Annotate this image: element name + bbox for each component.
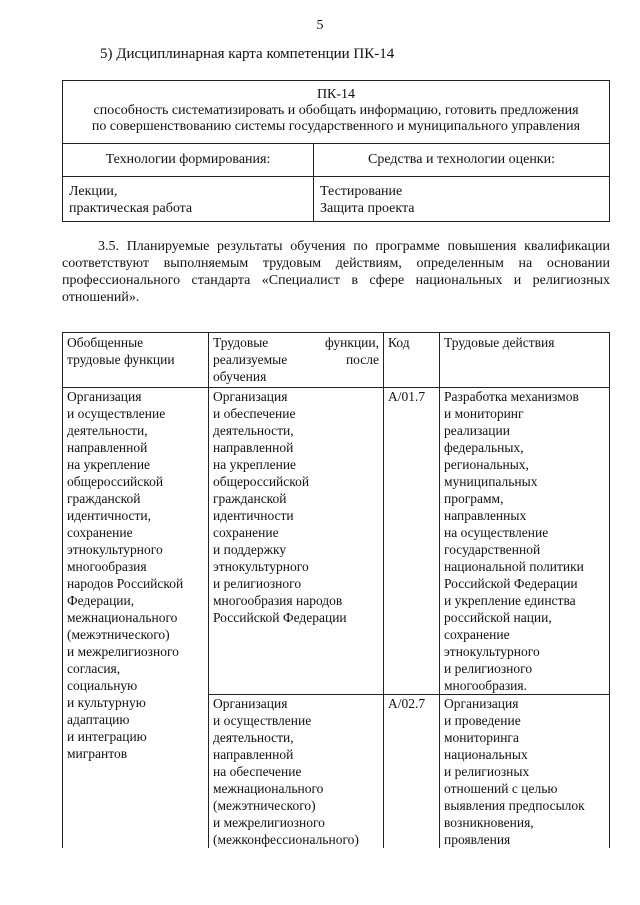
labor-function-cell [209, 388, 384, 695]
header-code: Код [384, 333, 440, 388]
cell-text-line: гражданской [67, 491, 141, 506]
cell-text-line: реализации [444, 423, 510, 438]
page-number: 5 [316, 18, 324, 33]
section-heading: 5) Дисциплинарная карта компетенции ПК-14 [100, 46, 395, 62]
cell-text-line: деятельности, [213, 423, 294, 438]
cell-text-line: Разработка механизмов [444, 389, 579, 404]
paragraph-3-5: 3.5. Планируемые результаты обучения по программе повышения квалификации соответствуют выполняемым трудовым действиям, определенным на основании профессионального стандарта «Специалист в сфере национальных и религиозных отношений». [62, 239, 610, 305]
assessment-tool-item: Защита проекта [320, 201, 415, 216]
cell-text-line: Российской Федерации [444, 576, 578, 591]
cell-text-line: Организация [213, 696, 288, 711]
cell-text-line: (межконфессионального) [213, 832, 359, 847]
cell-text-line: идентичности [213, 508, 294, 523]
cell-text-line: согласия, [67, 661, 121, 676]
cell-text-line: и проведение [444, 713, 521, 728]
cell-text-line: Организация [444, 696, 519, 711]
cell-text-line: гражданской [213, 491, 287, 506]
cell-text-line: национальной политики [444, 559, 584, 574]
cell-text-line: этнокультурного [444, 644, 540, 659]
cell-text-line: федеральных, [444, 440, 524, 455]
cell-text-line: этнокультурного [213, 559, 309, 574]
cell-text-line: и поддержку [213, 542, 287, 557]
cell-text-line: и межрелигиозного [213, 815, 325, 830]
cell-text-line: и религиозного [444, 661, 533, 676]
cell-text-line: на осуществление [444, 525, 549, 540]
cell-text-line: возникновения, [444, 815, 534, 830]
cell-text-line: и культурную [67, 695, 146, 710]
cell-text-line: адаптацию [67, 712, 130, 727]
competence-description-line: способность систематизировать и обобщать информацию, готовить предложения [93, 103, 579, 118]
cell-text-line: мигрантов [67, 746, 128, 761]
labor-actions-cell [440, 388, 610, 695]
cell-text-line: на укрепление [67, 457, 151, 472]
cell-text-line: Обобщенные [67, 335, 144, 350]
cell-text-line: многообразия народов [213, 593, 343, 608]
competence-header-cell [63, 81, 610, 144]
cell-text-line: государственной [444, 542, 541, 557]
competence-description-line: по совершенствованию системы государственного и муниципального управления [91, 119, 581, 134]
cell-text-line: межнационального [213, 781, 324, 796]
cell-text-line: на обеспечение [213, 764, 302, 779]
cell-text-line: российской нации, [444, 610, 552, 625]
cell-text-line: общероссийской [213, 474, 310, 489]
labor-actions-cell [440, 695, 610, 849]
cell-text-line: и укрепление единства [444, 593, 576, 608]
cell-text-line: муниципальных [444, 474, 538, 489]
header-generalized-functions [63, 333, 209, 388]
cell-text-line: и осуществление [213, 713, 312, 728]
cell-text-line: национальных [444, 747, 528, 762]
cell-text-line: и религиозных [444, 764, 530, 779]
cell-text-line: проявления [444, 832, 511, 847]
cell-text-line: трудовые функции [67, 352, 175, 367]
formation-technologies-cell [63, 177, 314, 222]
cell-text-line: Российской Федерации [213, 610, 347, 625]
cell-text-line: народов Российской [67, 576, 184, 591]
formation-technology-item: практическая работа [69, 201, 193, 216]
cell-text-line: программ, [444, 491, 504, 506]
cell-text-line: многообразия. [444, 678, 527, 693]
cell-text-line: (межэтнического) [67, 627, 170, 642]
cell-text-line: и мониторинг [444, 406, 524, 421]
cell-text-line: многообразия [67, 559, 147, 574]
assessment-tools-header: Средства и технологии оценки: [314, 144, 610, 177]
formation-technology-item: Лекции, [69, 184, 118, 199]
cell-text-line: сохранение [213, 525, 279, 540]
cell-text-line: Федерации, [67, 593, 135, 608]
cell-text-line: и интеграцию [67, 729, 147, 744]
labor-function-cell [209, 695, 384, 849]
cell-text-line: Организация [67, 389, 142, 404]
cell-text-line: выявления предпосылок [444, 798, 585, 813]
cell-text-line: и межрелигиозного [67, 644, 179, 659]
cell-text-line: деятельности, [213, 730, 294, 745]
paragraph-block [62, 238, 610, 306]
cell-text-line: направленной [67, 440, 148, 455]
cell-text-line: направленных [444, 508, 527, 523]
assessment-tools-cell [314, 177, 610, 222]
cell-text-line: деятельности, [67, 423, 148, 438]
formation-technologies-header: Технологии формирования: [63, 144, 314, 177]
cell-text-line: межнационального [67, 610, 178, 625]
cell-text-line: идентичности, [67, 508, 152, 523]
cell-text-line: сохранение [67, 525, 133, 540]
generalized-function-cell [63, 388, 209, 849]
competence-code: ПК-14 [316, 87, 356, 102]
cell-text-line: региональных, [444, 457, 529, 472]
cell-text-line: Организация [213, 389, 288, 404]
header-labor-functions: Трудовые функции, реализуемые после обучения [209, 333, 384, 388]
code-cell: A/01.7 [384, 388, 440, 695]
competence-table [62, 80, 610, 222]
cell-text-line: этнокультурного [67, 542, 163, 557]
cell-text-line: общероссийской [67, 474, 164, 489]
header-labor-actions: Трудовые действия [440, 333, 610, 388]
learning-outcomes-table [62, 332, 610, 848]
cell-text-line: и осуществление [67, 406, 166, 421]
cell-text-line: (межэтнического) [213, 798, 316, 813]
cell-text-line: социальную [67, 678, 138, 693]
cell-text-line: направленной [213, 747, 294, 762]
cell-text-line: обучения [213, 369, 267, 384]
cell-text-line: направленной [213, 440, 294, 455]
code-cell: A/02.7 [384, 695, 440, 849]
cell-text-line: на укрепление [213, 457, 297, 472]
cell-text-line: и религиозного [213, 576, 302, 591]
cell-text-line: мониторинга [444, 730, 519, 745]
cell-text-line: сохранение [444, 627, 510, 642]
cell-text-line: и обеспечение [213, 406, 296, 421]
cell-text-line: отношений с целью [444, 781, 558, 796]
assessment-tool-item: Тестирование [320, 184, 403, 199]
